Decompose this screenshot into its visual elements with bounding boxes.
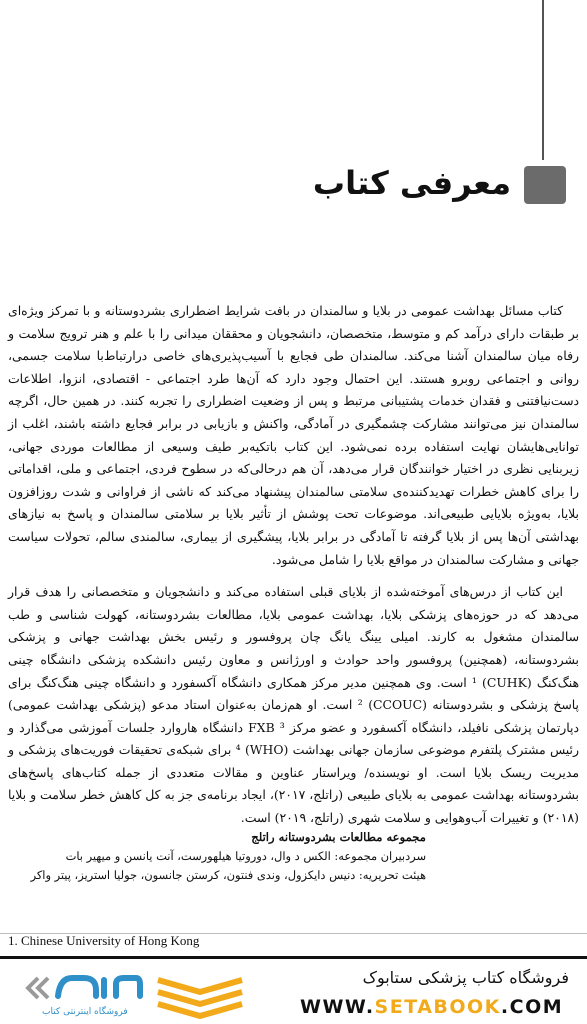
series-title: مجموعه مطالعات بشردوستانه راتلج: [251, 830, 426, 844]
store-name: فروشگاه کتاب پزشکی ستابوک: [362, 968, 569, 987]
paragraph-1: کتاب مسائل بهداشت عمومی در بلایا و سالمندان در بافت شرایط اضطراری بشردوستانه و با تمرکز ویژه‌ای بر طبقات دارای درآمد کم و متوسط، متخصصان، دانشجویان و محققان میدانی را با علم و هنر ترویج سلامت و رفاه میان سالمندان آشنا می‌کند. سالمندان طی فجایع با آسیب‌پذیری‌های خاصی درارتباط‌با سلامت جسمی، روانی و اجتماعی روبرو هستند. این احتمال وجود دارد که آن‌ها طرد اجتماعی - اقتصادی، انزوا، اطلاعات دست‌نیافتنی و فقدان خدمات پشتیبانی مرتبط و پس از وضعیت اضطراری را تجربه کنند. در همین حال، اگرچه سالمندان نیز می‌توانند مشارکت چشمگیری در آمادگی، واکنش و بازیابی در برابر فجایع داشته باشند، اغلب از توانایی‌هایشان نهایت استفاده برده نمی‌شود. این کتاب باتکیه‌بر طیف وسیعی از مطالعات موردی جهانی، زیربنایی نظری در اختیار خوانندگان قرار می‌دهد، آن هم درحالی‌که در سطوح فردی، اجتماعی و ملی، اقداماتی را برای کاهش خطرات تهدیدکننده‌ی سلامتی سالمندان پیشنهاد می‌کند که ناشی از فراوانی و شدت روزافزون بلایا، به‌ویژه بلایایی طبیعی‌اند. موضوعات تحت پوشش از تأثیر بلایا بر سلامتی سالمندان و پاسخ به نیازهای بهداشتی آن‌ها پس از بلایا گرفته تا آمادگی در برابر بلایا، پیشگیری از بیماری، سالمندی سالم، تحولات سیاست جهانی و مشارکت سالمندان در مواقع بلایا را شامل می‌شود.: [8, 303, 579, 567]
footnote: 1. Chinese University of Hong Kong: [8, 933, 200, 948]
series-editors: سردبیران مجموعه: الکس د وال، دوروتیا هیلهورست، آنت یانسن و میهیر بات: [65, 849, 426, 863]
store-footer: [0, 960, 587, 1024]
paragraph-2: این کتاب از درس‌های آموخته‌شده از بلایای قبلی استفاده می‌کند و دانشجویان و متخصصانی را هدف قرار می‌دهد که در حوزه‌های پزشکی بلایا، بهداشت عمومی بلایا، مطالعات بشردوستانه، کهولت شناسی و طب سالمندان مشغول به کارند. امیلی یینگ یانگ چان پروفسور و رئیس بخش بهداشت جهانی و پزشکی بشردوستانه، (همچنین) پروفسور واحد حوادث و اورژانس و معاون رئیس دانشکده پزشکی دانشگاه چینی هنگ‌کنگ (CUHK) ¹ است. وی همچنین مدیر مرکز همکاری دانشگاه آکسفورد و دانشگاه چینی هنگ‌کنگ برای پاسخ پزشکی و بشردوستانه (CCOUC) ² است. او هم‌زمان به‌عنوان استاد مدعو (پزشکی بهداشت عمومی) دپارتمان پزشکی نافیلد، دانشگاه آکسفورد و عضو مرکز FXB ³ دانشگاه هاروارد جلسات آموزشی می‌گذارد و رئیس مشترک پلتفرم موضوعی سازمان جهانی بهداشت (WHO) ⁴ برای شبکه‌ی تحقیقات فوریت‌های پزشکی و مدیریت ریسک بلایا است. او نویسنده/ ویراستار عناوین و مقالات متعددی از جمله کتاب‌های پاسخ‌های بشردوستانه بهداشت عمومی به بلایای طبیعی (راتلج، ۲۰۱۷)، ایجاد برنامه‌ی جز به کل کاهش خطر سلامت و بلایا (۲۰۱۸) و تغییرات آب‌وهوایی و سلامت شهری (راتلج، ۲۰۱۹) است.: [8, 584, 580, 826]
brand-subtitle: فروشگاه اینترنتی کتاب: [42, 1007, 128, 1017]
page-bottom-rule: [0, 956, 587, 959]
editorial-board: هیئت تحریریه: دنیس دایکزول، وندی فنتون، کرستن جانسون، جولیا استریز، پیتر واکر: [30, 868, 426, 882]
decorative-vertical-line: [542, 0, 544, 160]
store-url-suffix: .COM: [500, 996, 564, 1018]
section-title: معرفی کتاب: [312, 164, 511, 202]
section-marker-square: [524, 166, 566, 204]
store-url-prefix: WWW.: [300, 996, 375, 1018]
store-url-link[interactable]: [300, 996, 563, 1018]
store-url-brand: SETABOOK: [374, 996, 501, 1018]
body-text: [8, 300, 579, 830]
book-stack-logo-icon: [150, 972, 250, 1020]
series-credits: [30, 828, 426, 885]
